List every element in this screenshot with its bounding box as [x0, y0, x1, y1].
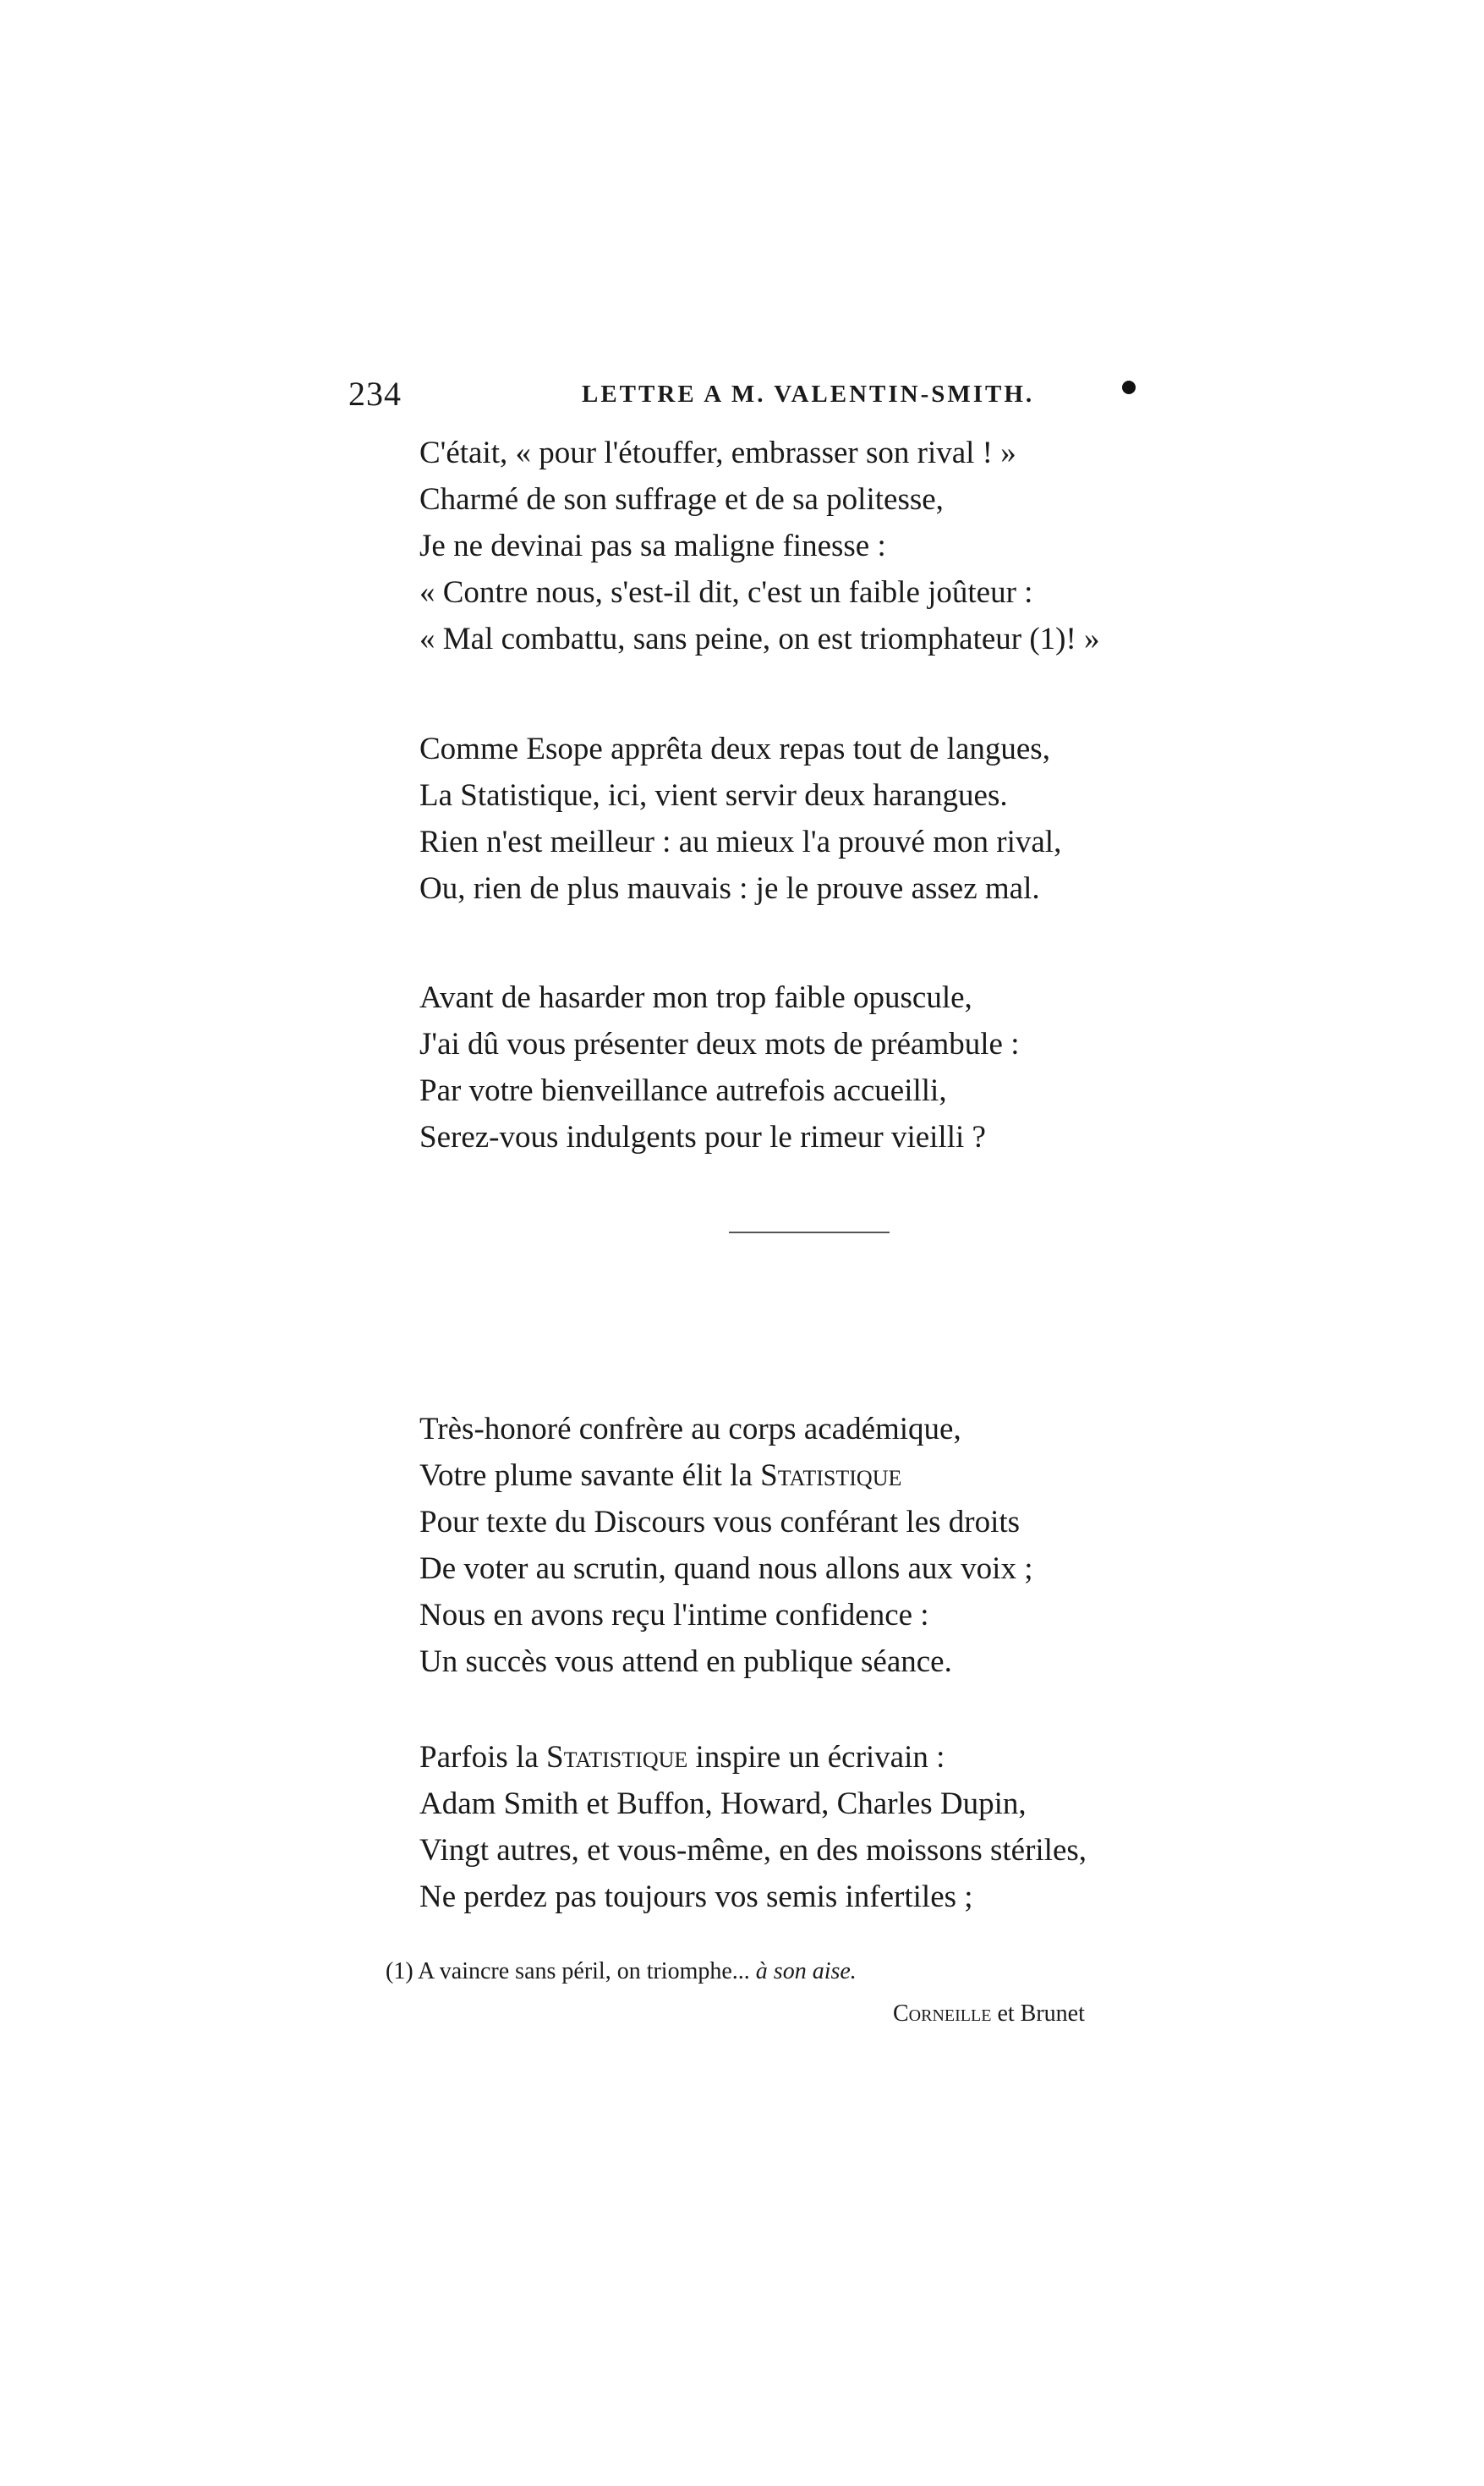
verse-line: Ne perdez pas toujours vos semis infertiles ;: [419, 1880, 973, 1914]
verse-line: Rien n'est meilleur : au mieux l'a prouvé mon rival,: [419, 825, 1062, 859]
attribution-rest: et Brunet: [991, 2000, 1085, 2027]
verse-text: inspire un écrivain :: [687, 1740, 945, 1775]
verse-text: Parfois la: [419, 1740, 547, 1775]
running-title: LETTRE A M. VALENTIN-SMITH.: [582, 381, 1035, 408]
ink-dot: [1122, 381, 1136, 394]
footnote-attribution: [893, 1993, 1085, 2035]
verse-line: De voter au scrutin, quand nous allons aux voix ;: [419, 1551, 1033, 1586]
footnote-italic: à son aise.: [755, 1958, 857, 1984]
verse-line: Ou, rien de plus mauvais : je le prouve assez mal.: [419, 871, 1040, 906]
stanza-5: [419, 1734, 1087, 1920]
verse-line: Serez-vous indulgents pour le rimeur vieilli ?: [419, 1120, 986, 1155]
stanza-3: [419, 974, 1020, 1161]
footnote: [386, 1951, 857, 1993]
page-header: [348, 374, 1160, 425]
stanza-2: [419, 726, 1061, 912]
verse-line: Comme Esope apprêta deux repas tout de langues,: [419, 732, 1050, 766]
small-caps-word: Statistique: [546, 1740, 688, 1775]
verse-line: Très-honoré confrère au corps académique,: [419, 1412, 961, 1446]
verse-line: Nous en avons reçu l'intime confidence :: [419, 1598, 929, 1633]
verse-line: Vingt autres, et vous-même, en des moissons stériles,: [419, 1833, 1087, 1868]
verse-line: Avant de hasarder mon trop faible opuscule,: [419, 980, 972, 1015]
stanza-1: [419, 430, 1100, 662]
attribution-author: Corneille: [893, 2000, 992, 2027]
verse-line: [419, 1734, 1087, 1781]
verse-line: Pour texte du Discours vous conférant les droits: [419, 1505, 1021, 1539]
verse-line: « Mal combattu, sans peine, on est triomphateur (1)! »: [419, 622, 1100, 656]
verse-line: [419, 1452, 1032, 1499]
verse-line: J'ai dû vous présenter deux mots de préambule :: [419, 1027, 1020, 1062]
verse-line: « Contre nous, s'est-il dit, c'est un faible joûteur :: [419, 575, 1033, 610]
verse-line: Charmé de son suffrage et de sa politesse,: [419, 482, 944, 517]
verse-line: La Statistique, ici, vient servir deux harangues.: [419, 778, 1008, 813]
verse-line: Je ne devinai pas sa maligne finesse :: [419, 529, 886, 563]
stanza-4: [419, 1406, 1032, 1685]
verse-line: Par votre bienveillance autrefois accueilli,: [419, 1073, 947, 1108]
verse-line: Un succès vous attend en publique séance.: [419, 1644, 952, 1679]
small-caps-word: Statistique: [760, 1458, 902, 1493]
section-divider: [729, 1232, 890, 1233]
verse-line: Adam Smith et Buffon, Howard, Charles Dupin,: [419, 1786, 1027, 1821]
page-number: 234: [348, 375, 402, 413]
footnote-text: (1) A vaincre sans péril, on triomphe...: [386, 1958, 756, 1984]
verse-line: C'était, « pour l'étouffer, embrasser son rival ! »: [419, 436, 1016, 470]
verse-text: Votre plume savante élit la: [419, 1458, 761, 1493]
